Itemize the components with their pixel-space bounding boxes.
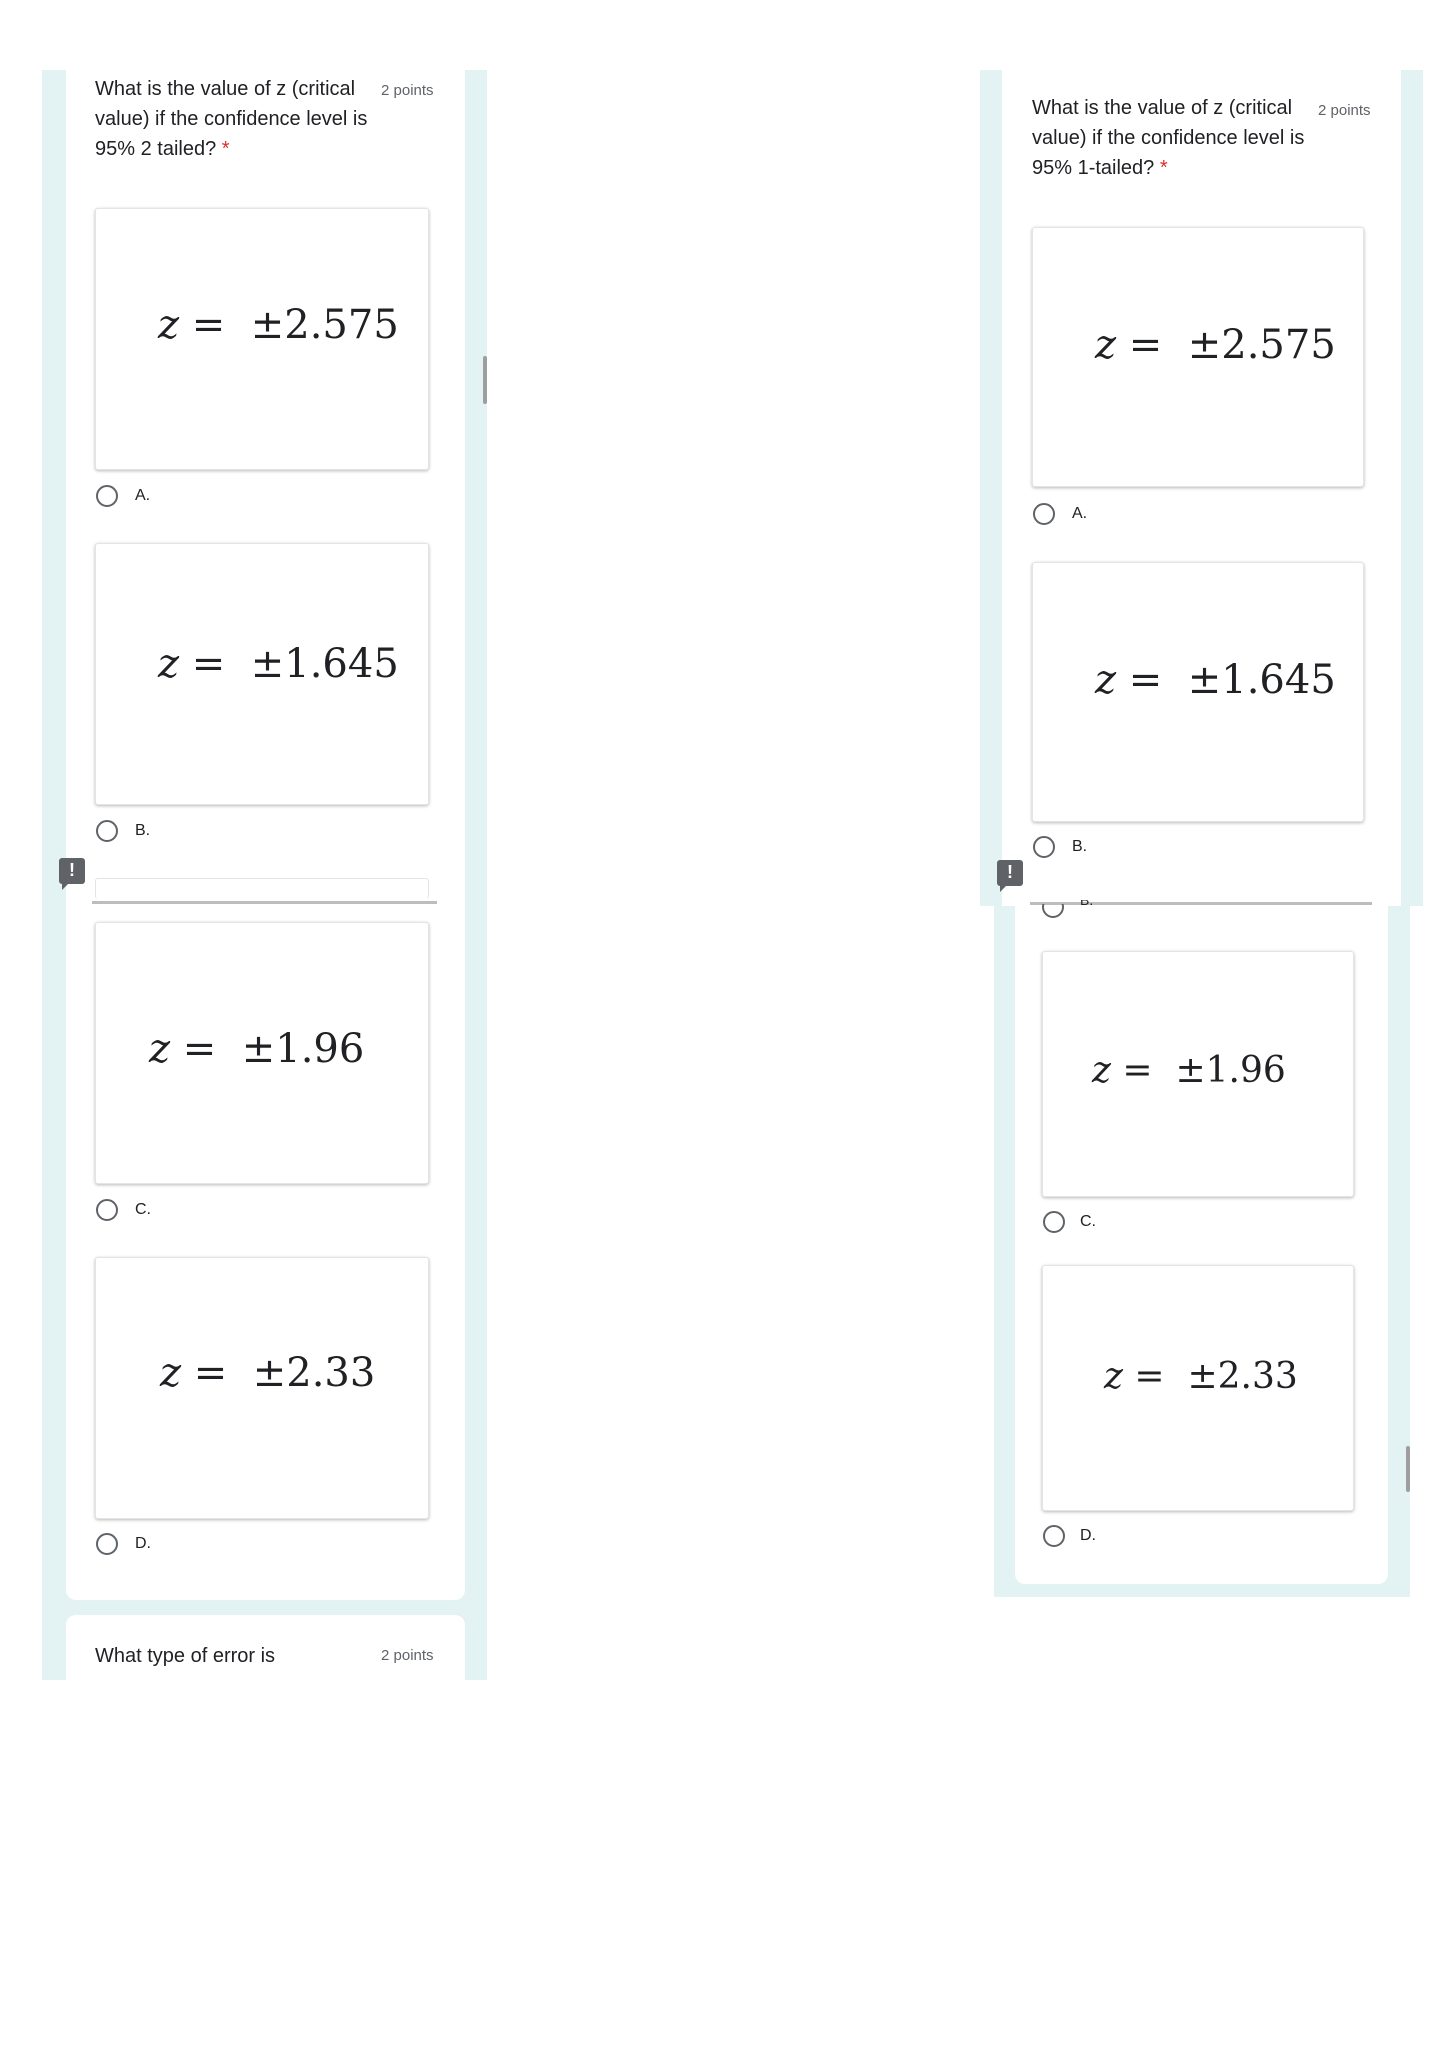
feedback-flag-icon[interactable]: ! [59, 858, 85, 884]
question-title: What type of error is [95, 1645, 276, 1667]
option-b-equation: z = ±1.645 [1095, 657, 1336, 703]
option-b-equation: z = ±1.645 [158, 641, 399, 687]
question-title: What is the value of z (critical value) if the confidence level is 95% 2 tailed? * [95, 78, 368, 160]
option-d-radio[interactable] [96, 1533, 118, 1555]
option-a-radio[interactable] [96, 485, 118, 507]
option-d-radio[interactable] [1043, 1525, 1065, 1547]
feedback-flag-icon[interactable]: ! [997, 860, 1023, 886]
option-d-equation: z = ±2.33 [160, 1350, 376, 1396]
option-b-label: B. [135, 822, 151, 839]
option-d-label: D. [135, 1535, 151, 1552]
points-label: 2 points [1318, 102, 1371, 119]
screenshot-seam [92, 901, 437, 904]
question-title: What is the value of z (critical value) if the confidence level is 95% 1-tailed? * [1032, 97, 1305, 179]
option-c-label: C. [1080, 1213, 1096, 1230]
option-a-equation: z = ±2.575 [1095, 322, 1336, 368]
required-asterisk: * [1159, 157, 1168, 179]
option-c-equation: z = ±1.96 [1092, 1050, 1286, 1091]
required-asterisk: * [221, 138, 230, 160]
option-d-equation: z = ±2.33 [1104, 1356, 1298, 1397]
option-a-label: A. [1072, 505, 1088, 522]
scrollbar-thumb[interactable] [483, 356, 487, 404]
option-a-equation: z = ±2.575 [158, 302, 399, 348]
points-label: 2 points [381, 1647, 434, 1664]
option-c-equation: z = ±1.96 [149, 1026, 365, 1072]
scrollbar-thumb[interactable] [1406, 1446, 1410, 1492]
option-b-radio[interactable] [96, 820, 118, 842]
option-c-radio[interactable] [1043, 1211, 1065, 1233]
option-b-label: B. [1072, 838, 1088, 855]
cut-image-edge [95, 878, 429, 899]
option-b-radio[interactable] [1033, 836, 1055, 858]
option-d-label: D. [1080, 1527, 1096, 1544]
points-label: 2 points [381, 82, 434, 99]
option-c-label: C. [135, 1201, 151, 1218]
option-c-radio[interactable] [96, 1199, 118, 1221]
option-a-radio[interactable] [1033, 503, 1055, 525]
left-question-card-2 [66, 1615, 465, 1680]
option-a-label: A. [135, 487, 151, 504]
